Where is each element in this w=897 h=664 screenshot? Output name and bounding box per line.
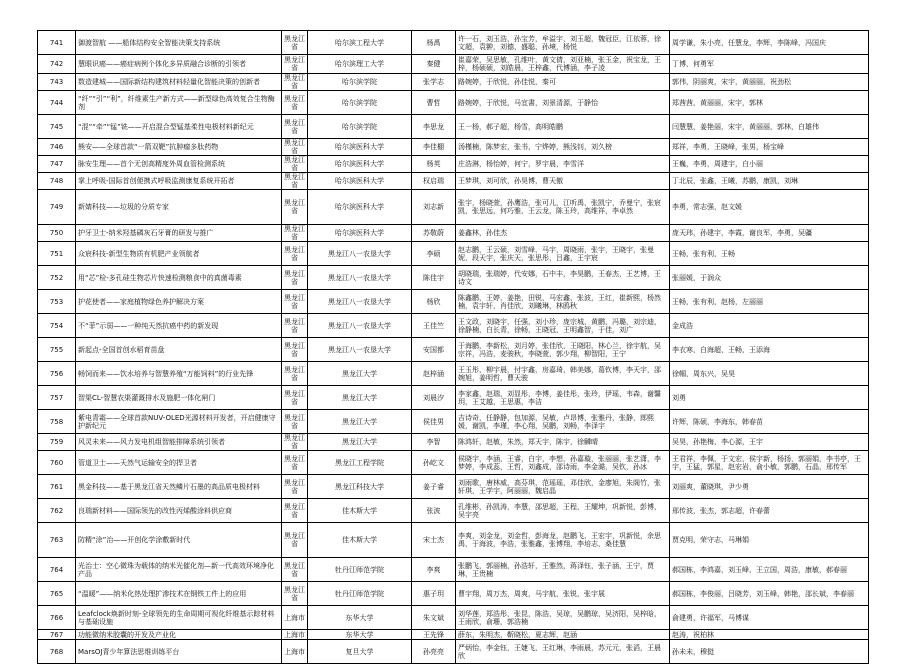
row-number-cell: 752 xyxy=(38,266,76,290)
province-cell: 黑龙江省 xyxy=(282,338,308,362)
table-row xyxy=(38,190,869,225)
advisors-cell: 李衣寒，白海超，王畅，王添海 xyxy=(670,338,869,362)
row-number-cell: 759 xyxy=(38,434,76,451)
province-cell: 黑龙江省 xyxy=(282,410,308,434)
table-row xyxy=(38,266,869,290)
team-leader-cell: 苏敬蔚 xyxy=(412,225,456,242)
team-members-cell: 吉诗奇，任静静，包加源，吴敏，卢昂博，张雅丹，张静，郎熙媛，谢凯，李瑾，李心翔，吴鹏，刘畅，李泽宇 xyxy=(456,410,670,434)
row-number-cell: 741 xyxy=(38,31,76,55)
province-cell: 黑龙江省 xyxy=(282,91,308,115)
team-leader-cell: 权启瑞 xyxy=(412,173,456,190)
school-name-cell: 黑龙江科技大学 xyxy=(308,475,412,499)
school-name-cell: 哈尔滨学院 xyxy=(308,74,412,91)
row-number-cell: 750 xyxy=(38,225,76,242)
team-leader-cell: 孙亮亮 xyxy=(412,640,456,664)
province-cell: 黑龙江省 xyxy=(282,475,308,499)
team-members-cell: 王玉彤，柳宇晨，付宇鑫，房嘉琦，韩美娜，葛钦博，李天宇，邵婉旭，姜明哲，曹天骏 xyxy=(456,362,670,386)
province-cell: 黑龙江省 xyxy=(282,156,308,173)
project-name-cell: 光治士：空心微珠为载体的纳米光催化剂—新一代高效环境净化产品 xyxy=(76,558,282,582)
team-members-cell: 王梦琪，刘可欣，孙昊博，曹天傲 xyxy=(456,173,670,190)
province-cell: 黑龙江省 xyxy=(282,434,308,451)
team-members-cell: 李爽，刘金龙，刘金哲，彭海龙，赵鹏飞，王宏宇，巩新悦，余思禹，于海波，李浩，张雅鑫，张博翔，李培志，桑佳慧 xyxy=(456,523,670,558)
school-name-cell: 哈尔滨医科大学 xyxy=(308,139,412,156)
school-name-cell: 东华大学 xyxy=(308,630,412,640)
team-leader-cell: 李佳棚 xyxy=(412,139,456,156)
team-leader-cell: 李思龙 xyxy=(412,115,456,139)
province-cell: 黑龙江省 xyxy=(282,362,308,386)
advisors-cell: 贾克明，荣守志，马琳娟 xyxy=(670,523,869,558)
table-row xyxy=(38,173,869,190)
row-number-cell: 756 xyxy=(38,362,76,386)
team-members-cell: 陈鑫鹏，王婷，姜艳，田锐，马宏鑫，张波，王红，崔新熙，杨然楠，袁宇轩，肖佳欣，刘曦琳，林鸥秋 xyxy=(456,290,670,314)
school-name-cell: 哈尔滨医科大学 xyxy=(308,225,412,242)
project-name-cell: 风灵未来——风力发电机组智能排障系统引领者 xyxy=(76,434,282,451)
team-members-cell: 汤槿楠，陈梦宏，张书，宁烨婷，熊浅钊，刘久榜 xyxy=(456,139,670,156)
table-row xyxy=(38,55,869,74)
advisors-cell: 郝国栋，李俊丽，吕晓芳，刘玉峰，韩艳，邵长斌，李春丽 xyxy=(670,582,869,606)
table-row xyxy=(38,451,869,475)
row-number-cell: 745 xyxy=(38,115,76,139)
team-members-cell: 陈鸿轩，赵敏，朱然，郑天宇，陈宇，徐麟晴 xyxy=(456,434,670,451)
province-cell: 上海市 xyxy=(282,640,308,664)
school-name-cell: 哈尔滨学院 xyxy=(308,115,412,139)
table-row xyxy=(38,362,869,386)
team-leader-cell: 秦健 xyxy=(412,55,456,74)
table-row xyxy=(38,91,869,115)
province-cell: 黑龙江省 xyxy=(282,242,308,266)
row-number-cell: 764 xyxy=(38,558,76,582)
advisors-cell: 王君祥，李佩，于文宏，侯宇新，杨扬，郭丽娟，李书亭，王宇，王猛，郭星，赵宏岩，俞小敏，郭鹏，石晶，邢传军 xyxy=(670,451,869,475)
province-cell: 黑龙江省 xyxy=(282,523,308,558)
school-name-cell: 黑龙江八一农垦大学 xyxy=(308,338,412,362)
school-name-cell: 哈尔滨医科大学 xyxy=(308,190,412,225)
team-members-cell: 侯晓宇，李涵，王睿，白宇，李想，孙嘉璇，张丽丽，张艺潇，李梦婷，李成蕊，王哲，刘鑫成，邵诗雨，李金澔，吴钦，孙冰 xyxy=(456,451,670,475)
province-cell: 黑龙江省 xyxy=(282,31,308,55)
table-row xyxy=(38,640,869,664)
school-name-cell: 牡丹江师范学院 xyxy=(308,582,412,606)
table-row xyxy=(38,242,869,266)
school-name-cell: 黑龙江大学 xyxy=(308,434,412,451)
school-name-cell: 黑龙江八一农垦大学 xyxy=(308,266,412,290)
school-name-cell: 哈尔滨医科大学 xyxy=(308,156,412,173)
row-number-cell: 767 xyxy=(38,630,76,640)
advisors-cell: 刘丽爽，董晓琪，尹少勇 xyxy=(670,475,869,499)
school-name-cell: 黑龙江大学 xyxy=(308,386,412,410)
school-name-cell: 黑龙江八一农垦大学 xyxy=(308,314,412,338)
project-name-cell: 御渡智航 ——船体结构安全智能决策支持系统 xyxy=(76,31,282,55)
advisors-cell: 刘勇 xyxy=(670,386,869,410)
province-cell: 黑龙江省 xyxy=(282,386,308,410)
row-number-cell: 743 xyxy=(38,74,76,91)
project-name-cell: 智渠CL-智慧农渠灌溉排水及施肥一体化闸门 xyxy=(76,386,282,410)
team-members-cell: 姜鑫林，孙佳杰 xyxy=(456,225,670,242)
advisors-cell: 庞天玮，孙建宇，李霞，谢良军，李勇，吴疆 xyxy=(670,225,869,242)
row-number-cell: 760 xyxy=(38,451,76,475)
province-cell: 黑龙江省 xyxy=(282,266,308,290)
team-leader-cell: 王先锋 xyxy=(412,630,456,640)
table-row xyxy=(38,225,869,242)
team-members-cell: 刘华莲，郑浩彤，张昆，陈浩，吴琼，吴鹏琼，吴济阳，吴梓晗，王雨欣，俞珊，郭浩楠 xyxy=(456,606,670,630)
project-name-cell: 新婧科技——垃圾的分质专家 xyxy=(76,190,282,225)
table-row xyxy=(38,630,869,640)
school-name-cell: 哈尔滨理工大学 xyxy=(308,55,412,74)
table-row xyxy=(38,338,869,362)
advisors-cell: 丁博，何勇军 xyxy=(670,55,869,74)
table-row xyxy=(38,475,869,499)
school-name-cell: 黑龙江八一农垦大学 xyxy=(308,290,412,314)
team-leader-cell: 张学志 xyxy=(412,74,456,91)
advisors-cell: 吴昊，孙艳梅，李心源，王宇 xyxy=(670,434,869,451)
province-cell: 黑龙江省 xyxy=(282,314,308,338)
team-leader-cell: 孙屹文 xyxy=(412,451,456,475)
row-number-cell: 763 xyxy=(38,523,76,558)
table-row xyxy=(38,386,869,410)
advisors-cell: 徐帼，周东兴，吴昊 xyxy=(670,362,869,386)
team-members-cell: 曹宇翔，周万杰，周爽，马宇航，张锐，张宇展 xyxy=(456,582,670,606)
team-members-cell: 李家鑫，赵瑞，刘显彤，李博，姜佳彤，张玲，伊瑶，韦森，谢馨玥，王艾越，王思惠，李洁 xyxy=(456,386,670,410)
project-name-cell: 数造建城——国际新结构建筑材料轻量化智能决策的创新者 xyxy=(76,74,282,91)
table-row xyxy=(38,558,869,582)
project-name-cell: 慧眼识癌——癌症病例个体化多异质融合诊断的引领者 xyxy=(76,55,282,74)
province-cell: 黑龙江省 xyxy=(282,115,308,139)
team-leader-cell: 张波 xyxy=(412,499,456,523)
team-members-cell: 张鹏飞，郭丽楠，孙浩轩，王雅然，蒋泽钰，张子涵，王宁，贾琳，王贵楠 xyxy=(456,558,670,582)
team-leader-cell: 赵梓涵 xyxy=(412,362,456,386)
province-cell: 黑龙江省 xyxy=(282,558,308,582)
team-leader-cell: 李爽 xyxy=(412,558,456,582)
advisors-cell: 丁北辰，张鑫，王曦，苏鹏，康凯，刘琳 xyxy=(670,173,869,190)
team-leader-cell: 曹哲 xyxy=(412,91,456,115)
project-name-cell: 熊安——全球首款“一箭双靶”抗肿瘤多肽药物 xyxy=(76,139,282,156)
province-cell: 上海市 xyxy=(282,606,308,630)
project-name-cell: 护花使者——家庭植物绿色养护解决方案 xyxy=(76,290,282,314)
project-name-cell: 功能微纳米胶囊的开发及产业化 xyxy=(76,630,282,640)
team-leader-cell: 惠子玥 xyxy=(412,582,456,606)
advisors-cell: 闫慧慧，姜艳丽，宋宇，黄丽丽，郭林，白雄伟 xyxy=(670,115,869,139)
row-number-cell: 765 xyxy=(38,582,76,606)
row-number-cell: 754 xyxy=(38,314,76,338)
school-name-cell: 黑龙江大学 xyxy=(308,362,412,386)
project-name-cell: 畅饲而来——饮水培养与智慧养殖“万能饲料”的行业先锋 xyxy=(76,362,282,386)
table-row xyxy=(38,499,869,523)
province-cell: 黑龙江省 xyxy=(282,290,308,314)
project-name-cell: “纤”“引”“利”，纤维素生产新方式——新型绿色高效复合生物酶剂 xyxy=(76,91,282,115)
row-number-cell: 766 xyxy=(38,606,76,630)
table-row xyxy=(38,139,869,156)
table-row xyxy=(38,606,869,630)
project-name-cell: 黑金科技——基于黑龙江省天然鳞片石墨的高品质电极材料 xyxy=(76,475,282,499)
table-row xyxy=(38,115,869,139)
project-name-cell: MarsOJ青少年算法思维训练平台 xyxy=(76,640,282,664)
table-row xyxy=(38,156,869,173)
school-name-cell: 哈尔滨学院 xyxy=(308,91,412,115)
team-leader-cell: 李硕 xyxy=(412,242,456,266)
team-members-cell: 于海鹏，李新松，刘月婷，张佳欣，王晓阳，林心兰，徐宇航，吴宗祥，冯浩，麦骏秋，李晓萱，郭少翔，柳智阳，王宁 xyxy=(456,338,670,362)
advisors-cell: 赵涛，祝柏林 xyxy=(670,630,869,640)
team-members-cell: 张宇，杨晓萱，孙鹰浩，张可儿，江听禹，张凯宁，乔曼宁，张宸凯，张思远，何巧雅，王云龙，陈玉玲，高维祥，李卓然 xyxy=(456,190,670,225)
advisors-cell: 郑茜茜，黄丽丽，宋宇，郭林 xyxy=(670,91,869,115)
team-leader-cell: 朱文斌 xyxy=(412,606,456,630)
project-name-cell: 用“芯”检-多孔硅生物芯片快速检测粮食中的真菌毒素 xyxy=(76,266,282,290)
table-row xyxy=(38,410,869,434)
province-cell: 黑龙江省 xyxy=(282,582,308,606)
project-name-cell: Leafclock焕新时刻-全球领先的生命周期可视化纤维基示踪材料与基础设施 xyxy=(76,606,282,630)
table-row xyxy=(38,290,869,314)
team-leader-cell: 刘志新 xyxy=(412,190,456,225)
advisors-cell: 邢传波，张杰，郭志超，许春蕾 xyxy=(670,499,869,523)
province-cell: 黑龙江省 xyxy=(282,55,308,74)
advisors-cell: 俞建勇，许福军，马博谋 xyxy=(670,606,869,630)
project-name-cell: 良瑞新材料——国际领先的改性丙烯酸涂料供应商 xyxy=(76,499,282,523)
project-name-cell: 管道卫士——天然气运输安全的捍卫者 xyxy=(76,451,282,475)
row-number-cell: 751 xyxy=(38,242,76,266)
team-members-cell: 孔维彬，孙凯涛，李慧，邵思超，王程，王耀坤，巩新悦，彭博，吴宇亮 xyxy=(456,499,670,523)
advisors-cell: 郭伟，阴丽爽，宋宇，黄丽丽，祝劲松 xyxy=(670,74,869,91)
school-name-cell: 东华大学 xyxy=(308,606,412,630)
province-cell: 上海市 xyxy=(282,630,308,640)
table-row xyxy=(38,582,869,606)
row-number-cell: 749 xyxy=(38,190,76,225)
school-name-cell: 佳木斯大学 xyxy=(308,499,412,523)
school-name-cell: 黑龙江大学 xyxy=(308,410,412,434)
team-leader-cell: 杨欣 xyxy=(412,290,456,314)
team-leader-cell: 李智 xyxy=(412,434,456,451)
row-number-cell: 761 xyxy=(38,475,76,499)
project-name-cell: 众宸科技-新型生物质有机肥产业领航者 xyxy=(76,242,282,266)
province-cell: 黑龙江省 xyxy=(282,499,308,523)
team-members-cell: 崔嘉荣，吴思敏，孔维叶，黄文倩，刘亚楠，张玉金，祝宝龙，王梓，杨硕硕，刘皓晨，王梓鑫，代博涵，李子凌 xyxy=(456,55,670,74)
team-members-cell: 许一石，刘玉浩，孙宝芳，牟溢宇，刘玉超，魏冠臣，江依蓉，徐文超，袁翀，刘德，盛聪，孙境，杨悦 xyxy=(456,31,670,55)
province-cell: 黑龙江省 xyxy=(282,451,308,475)
team-leader-cell: 刘晨汐 xyxy=(412,386,456,410)
project-name-cell: 掌上呼吸-国际首创便携式呼吸监测康复系统开拓者 xyxy=(76,173,282,190)
project-table xyxy=(37,30,869,664)
table-row xyxy=(38,523,869,558)
advisors-cell: 周学谦，朱小亮，任慧龙，李辉，李陈峰，冯国庆 xyxy=(670,31,869,55)
team-members-cell: 庄浩淋，杨怡婷，何宁，罗宇晨，李雪洋 xyxy=(456,156,670,173)
project-name-cell: 护牙卫士-纳米羟基磷灰石牙膏的研发与推广 xyxy=(76,225,282,242)
row-number-cell: 768 xyxy=(38,640,76,664)
province-cell: 黑龙江省 xyxy=(282,225,308,242)
advisors-cell: 孙未未，穆挺 xyxy=(670,640,869,664)
province-cell: 黑龙江省 xyxy=(282,74,308,91)
project-name-cell: 新起点-全国首创水稻育苗盘 xyxy=(76,338,282,362)
school-name-cell: 牡丹江师范学院 xyxy=(308,558,412,582)
school-name-cell: 黑龙江工程学院 xyxy=(308,451,412,475)
project-name-cell: “混”“牵”“锰”铣——开启混合型锰基柔性电极材料新纪元 xyxy=(76,115,282,139)
table-row xyxy=(38,31,869,55)
row-number-cell: 744 xyxy=(38,91,76,115)
advisors-cell: 李勇，常志强，赵文媛 xyxy=(670,190,869,225)
advisors-cell: 郝国栋，李鸿嘉，刘玉峰，王立国，周浩，康敏，郝春丽 xyxy=(670,558,869,582)
school-name-cell: 哈尔滨工程大学 xyxy=(308,31,412,55)
team-members-cell: 路婉婷，于欣悦，孙佳悦，秦可 xyxy=(456,74,670,91)
school-name-cell: 哈尔滨医科大学 xyxy=(308,173,412,190)
row-number-cell: 758 xyxy=(38,410,76,434)
advisors-cell: 许辉，陈硕，李海东，韩春苗 xyxy=(670,410,869,434)
team-leader-cell: 姜子睿 xyxy=(412,475,456,499)
province-cell: 黑龙江省 xyxy=(282,173,308,190)
row-number-cell: 757 xyxy=(38,386,76,410)
school-name-cell: 黑龙江八一农垦大学 xyxy=(308,242,412,266)
project-name-cell: 不“菲”示弱——一种纯天然抗癌中药的新发现 xyxy=(76,314,282,338)
team-members-cell: 路婉婷，于欣悦，马宜書，刘景清源，于静怡 xyxy=(456,91,670,115)
team-leader-cell: 宋士杰 xyxy=(412,523,456,558)
table-row xyxy=(38,314,869,338)
team-leader-cell: 安国都 xyxy=(412,338,456,362)
row-number-cell: 742 xyxy=(38,55,76,74)
team-members-cell: 严炳怡，李金钰，王婕飞，王红琳，李雨晨，苏元元，张滔，王晨欣 xyxy=(456,640,670,664)
project-name-cell: 脉安生理——首个无创高精度外周血管检测系统 xyxy=(76,156,282,173)
advisors-cell: 王巍，李勇，周建宇，白小丽 xyxy=(670,156,869,173)
row-number-cell: 746 xyxy=(38,139,76,156)
table-row xyxy=(38,74,869,91)
team-members-cell: 刘雨歌，唐林威，高芬琪，范瑶瑶，邓佳欣，金廖旭，朱阁竹，张轩琪，王学宇，阿丽丽，魏启晶 xyxy=(456,475,670,499)
row-number-cell: 755 xyxy=(38,338,76,362)
project-name-cell: 紫电青霜——全球首款NUV-OLED光源材料开发者，开启健康守护新纪元 xyxy=(76,410,282,434)
project-name-cell: 防精“涂”治——开创化学涂敷新时代 xyxy=(76,523,282,558)
advisors-cell: 郑祥，李勇，王晓峰，张男，杨宝峰 xyxy=(670,139,869,156)
team-members-cell: 王文政，刘晓宇，任强，刘小珍，庞宗城，黄鹏，冯璐，刘宗迪，徐静楠，白长青，徐畅，王晓冠，王明鑫智，于佳，刘广 xyxy=(456,314,670,338)
row-number-cell: 748 xyxy=(38,173,76,190)
row-number-cell: 747 xyxy=(38,156,76,173)
row-number-cell: 762 xyxy=(38,499,76,523)
team-leader-cell: 陈佳宇 xyxy=(412,266,456,290)
province-cell: 黑龙江省 xyxy=(282,190,308,225)
project-name-cell: “温暖”——纳米化热处理扩渗技术在钢铁工件上的应用 xyxy=(76,582,282,606)
advisors-cell: 金成浩 xyxy=(670,314,869,338)
team-leader-cell: 侯佳男 xyxy=(412,410,456,434)
table-body xyxy=(38,31,869,664)
row-number-cell: 753 xyxy=(38,290,76,314)
school-name-cell: 佳木斯大学 xyxy=(308,523,412,558)
team-leader-cell: 杨英 xyxy=(412,156,456,173)
team-members-cell: 王一杨，郝子超，杨雪，高明皓鹏 xyxy=(456,115,670,139)
advisors-cell: 张丽媛，于润众 xyxy=(670,266,869,290)
advisors-cell: 王畅，张有利，王畅 xyxy=(670,242,869,266)
advisors-cell: 王畅，张有利，赵杨，左丽丽 xyxy=(670,290,869,314)
table-row xyxy=(38,434,869,451)
school-name-cell: 复旦大学 xyxy=(308,640,412,664)
team-members-cell: 薛东，朱明杰，靳晓松，夏志辉，赵涵 xyxy=(456,630,670,640)
province-cell: 黑龙江省 xyxy=(282,139,308,156)
team-leader-cell: 王佳竺 xyxy=(412,314,456,338)
team-members-cell: 赵志鹏，王云硕，刘雪峰，马宇，周晓雨，张宇，王晓宇，张曼妮，段天宇，张庆天，张思彤，吕鑫，王宇宸 xyxy=(456,242,670,266)
team-leader-cell: 杨禹 xyxy=(412,31,456,55)
team-members-cell: 胡晓瑞，张瑞婷，代安娜，石中丰，李昊鹏，王春杰，王艺博，王诗文 xyxy=(456,266,670,290)
